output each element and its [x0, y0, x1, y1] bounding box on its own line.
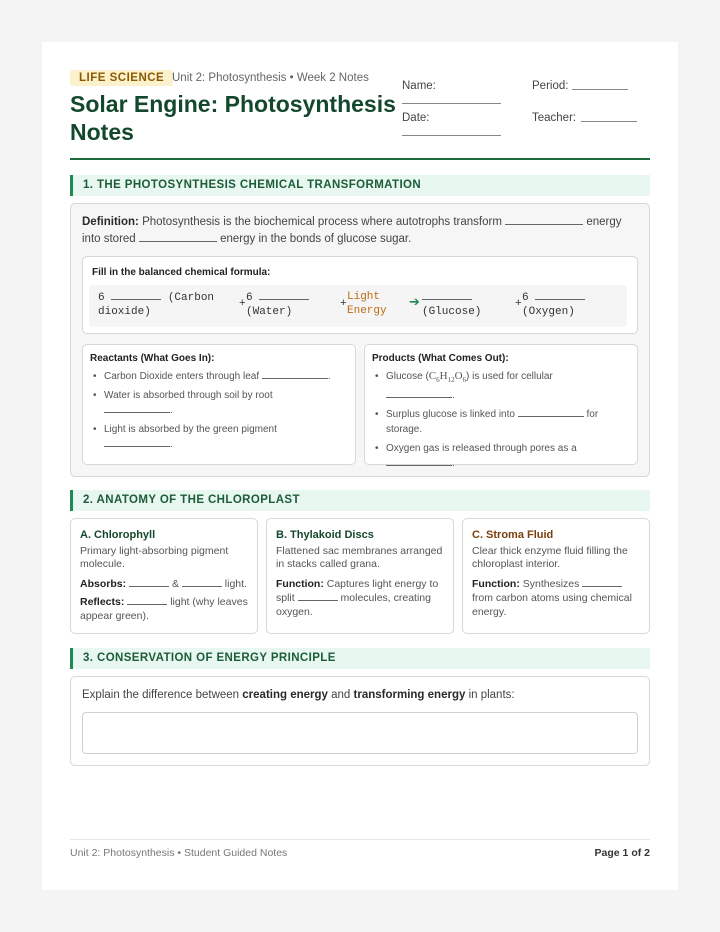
stroma-function [472, 577, 644, 619]
definition-part-c: energy in the bonds of glucose sugar. [220, 233, 412, 245]
stroma-card [462, 518, 650, 634]
list-item [372, 407, 634, 437]
blank-oxygen[interactable] [535, 290, 585, 300]
yields-arrow-icon: ➔ [409, 295, 420, 310]
answer-box[interactable] [82, 712, 638, 754]
thylakoid-function-a: Captures light energy to split [276, 578, 439, 604]
blank-leaf-opening[interactable] [262, 370, 328, 379]
formula-label: Fill in the balanced chemical formula: [92, 267, 271, 278]
formula-row [89, 285, 627, 327]
name-label: Name: [402, 80, 436, 92]
function-label: Function: [276, 578, 324, 590]
blank-waste-product[interactable] [386, 457, 452, 466]
oxygen-label: (Oxygen) [522, 306, 575, 318]
blank-absorb-color-1[interactable] [129, 578, 169, 587]
blank-reflect-color[interactable] [127, 596, 167, 605]
plus-sign-2: + [340, 298, 347, 310]
formula-term-co2 [98, 290, 228, 319]
thylakoid-function [276, 577, 448, 619]
name-field[interactable] [402, 103, 501, 104]
products-card [364, 344, 638, 470]
subject-badge: LIFE SCIENCE [70, 70, 173, 86]
function-label: Function: [472, 578, 520, 590]
reflects-end: light (why leaves appear green). [80, 596, 248, 622]
prompt-and: and [331, 689, 351, 701]
blank-glucose[interactable] [422, 290, 472, 300]
list-item: • Oxygen gas is released through pores as a . [372, 441, 634, 471]
reactant-co2-text: Carbon Dioxide enters through leaf [104, 371, 260, 382]
chlorophyll-reflects [80, 595, 252, 623]
thylakoid-card [266, 518, 454, 634]
reactants-list [90, 369, 352, 456]
formula-box [82, 256, 638, 334]
list-item: • Light is absorbed by the green pigment . [90, 422, 352, 452]
product-surplus-text-a: Surplus glucose is linked into [386, 409, 515, 421]
formula-term-glucose [422, 290, 502, 319]
chlorophyll-absorbs [80, 577, 252, 592]
definition-label: Definition: [82, 216, 139, 228]
chlorophyll-card [70, 518, 258, 634]
page-title: Solar Engine: Photosynthesis Notes [70, 91, 396, 145]
period-label: Period: [532, 80, 569, 92]
product-oxygen-text: Oxygen gas is released through pores as a [386, 443, 577, 455]
products-title: Products (What Comes Out): [372, 353, 509, 364]
date-label: Date: [402, 112, 430, 124]
definition-part-a: Photosynthesis is the biochemical process where autotrophs transform [142, 216, 502, 228]
chlorophyll-title: A. Chlorophyll [80, 529, 156, 541]
stroma-function-b: from carbon atoms using chemical energy. [472, 592, 632, 618]
section-heading-2: 2. ANATOMY OF THE CHLOROPLAST [70, 490, 650, 511]
energy-word: Energy [347, 305, 387, 317]
product-glucose-text-b: ) is used for cellular [466, 371, 553, 382]
blank-energy-type-1[interactable] [505, 215, 583, 225]
blank-split-molecule[interactable] [298, 592, 338, 601]
blank-water[interactable] [259, 290, 309, 300]
light-energy-label [347, 290, 387, 318]
reactants-title: Reactants (What Goes In): [90, 353, 215, 364]
list-item: • Glucose $(C_6H_{12}O_6)$ is used for cellular . [372, 369, 634, 403]
unit-label: Unit 2: Photosynthesis • Week 2 Notes [172, 72, 369, 84]
teacher-label: Teacher: [532, 112, 577, 124]
reactant-water-text: Water is absorbed through soil by root [104, 390, 273, 401]
product-surplus-text-b: for storage. [386, 409, 599, 436]
glucose-formula: $C_6H_{12}O_6$ [428, 370, 467, 385]
plus-sign-3: + [515, 298, 522, 310]
absorbs-label: Absorbs: [80, 578, 127, 590]
coefficient-oxygen: 6 [522, 292, 529, 304]
blank-root-part[interactable] [104, 404, 170, 413]
worksheet-page [42, 42, 678, 890]
thylakoid-function-b: molecules, creating oxygen. [276, 592, 431, 618]
chlorophyll-desc: Primary light-absorbing pigment molecule. [80, 545, 229, 570]
list-item: • Carbon Dioxide enters through leaf . [90, 369, 352, 384]
ampersand: & [171, 578, 179, 590]
water-label: (Water) [246, 306, 293, 318]
energy-principle-panel [70, 676, 650, 766]
product-glucose-text-a: Glucose ( [386, 371, 429, 382]
blank-storage-molecule[interactable] [518, 408, 584, 417]
definition-part-b: energy into stored [82, 216, 622, 245]
prompt-part-c: in plants: [468, 689, 515, 701]
reactants-card [82, 344, 356, 465]
blank-energy-type-2[interactable] [139, 232, 217, 242]
blank-absorb-color-2[interactable] [182, 578, 222, 587]
plus-sign-1: + [239, 298, 246, 310]
teacher-field[interactable] [581, 121, 637, 122]
co2-label-a: (Carbon [167, 292, 215, 304]
products-list [372, 369, 634, 475]
blank-co2[interactable] [111, 290, 161, 300]
blank-synthesized-product[interactable] [582, 578, 622, 587]
footer-unit: Unit 2: Photosynthesis • Student Guided Notes [70, 847, 288, 859]
thylakoid-desc: Flattened sac membranes arranged in stacks called grana. [276, 545, 443, 570]
period-field[interactable] [572, 89, 628, 90]
absorbs-end: light. [224, 578, 247, 590]
co2-label-b: dioxide) [98, 306, 151, 318]
header-divider [70, 158, 650, 160]
thylakoid-title: B. Thylakoid Discs [276, 529, 374, 541]
coefficient-co2: 6 [98, 292, 105, 304]
definition-text [82, 214, 642, 248]
reactant-light-text: Light is absorbed by the green pigment [104, 424, 277, 435]
transformation-panel [70, 203, 650, 477]
stroma-function-a: Synthesizes [522, 578, 580, 590]
energy-prompt [82, 687, 515, 704]
list-item: • Water is absorbed through soil by root . [90, 388, 352, 418]
page-number: Page 1 of 2 [594, 847, 650, 859]
formula-term-oxygen [522, 290, 612, 319]
formula-term-water [246, 290, 326, 319]
prompt-transforming-energy: transforming energy [353, 689, 466, 701]
prompt-creating-energy: creating energy [242, 689, 328, 701]
date-field[interactable] [402, 135, 501, 136]
coefficient-water: 6 [246, 292, 253, 304]
light-word: Light [347, 291, 381, 303]
reflects-label: Reflects: [80, 596, 125, 608]
footer-divider [70, 839, 650, 840]
prompt-part-a: Explain the difference between [82, 689, 240, 701]
stroma-desc: Clear thick enzyme fluid filling the chloroplast interior. [472, 545, 628, 570]
glucose-label: (Glucose) [422, 306, 482, 318]
blank-pigment[interactable] [104, 438, 170, 447]
blank-cellular-process[interactable] [386, 389, 452, 398]
section-heading-1: 1. THE PHOTOSYNTHESIS CHEMICAL TRANSFORMATION [70, 175, 650, 196]
section-heading-3: 3. CONSERVATION OF ENERGY PRINCIPLE [70, 648, 650, 669]
stroma-title: C. Stroma Fluid [472, 529, 554, 541]
